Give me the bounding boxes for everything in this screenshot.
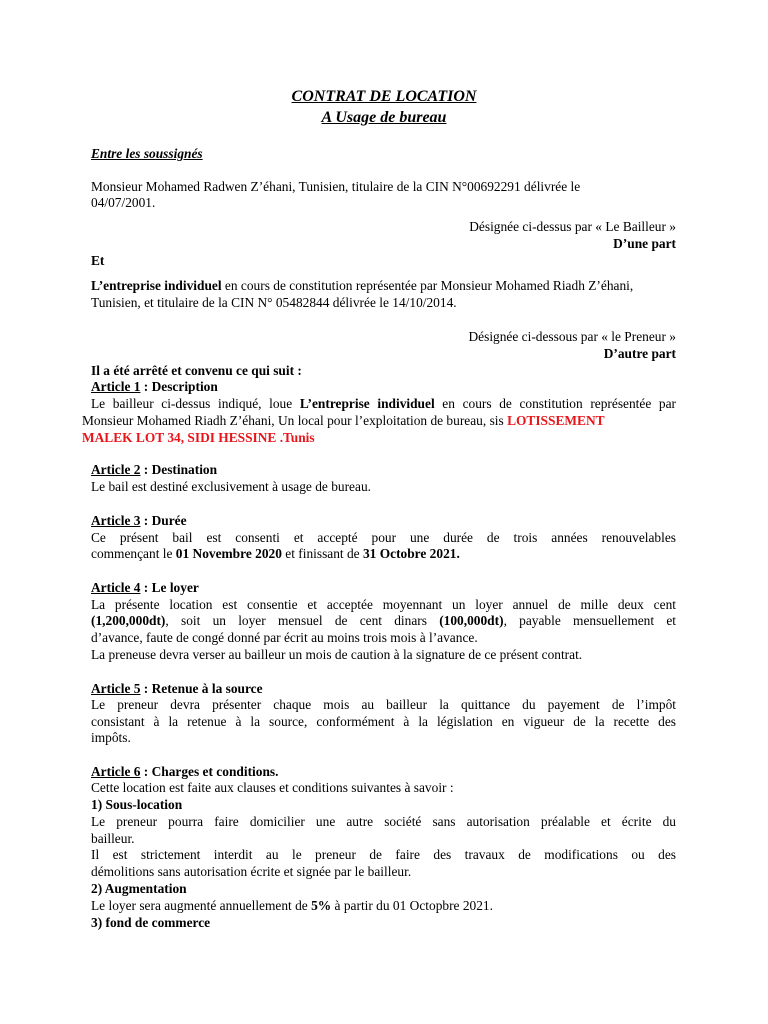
contract-title: CONTRAT DE LOCATION (291, 88, 477, 105)
article3-line-1: Ce présent bail est consenti et accepté pour une durée de trois années renouvelables (91, 530, 676, 545)
preneur-company: L’entreprise individuel (91, 278, 222, 293)
article3-text-c: et finissant de (281, 546, 363, 561)
article3-start-date: 01 Novembre 2020 (175, 546, 282, 561)
article1-address-a: LOTISSEMENT (507, 413, 605, 428)
augmentation-text-a: Le loyer sera augmenté annuellement de (91, 898, 312, 913)
article4-text-d: , payable mensuellement et (503, 613, 676, 628)
article4-line-1: La présente location est consentie et acceptée moyennant un loyer annuel de mille deux cent (91, 597, 676, 612)
article2-heading (91, 461, 217, 478)
article5-heading (91, 680, 263, 697)
bailleur-line-2: 04/07/2001. (91, 195, 156, 210)
article4-line-4: La preneuse devra verser au bailleur un mois de caution à la signature de ce présent contrat. (91, 647, 583, 662)
article6-heading (91, 763, 278, 780)
article1-line-2 (82, 412, 605, 429)
bailleur-part: D’une part (613, 236, 676, 251)
et-label: Et (91, 253, 105, 268)
article4-label: Article 4 (91, 580, 141, 595)
article3-line-2 (91, 545, 460, 562)
article1-title: : Description (140, 379, 218, 394)
article5-line-2: consistant à la retenue à la source, conformément à la législation en vigueur de la recette des (91, 714, 676, 729)
augmentation-line (91, 897, 493, 914)
article6-label: Article 6 (91, 764, 141, 779)
preneur-line-1 (91, 277, 633, 294)
preneur-designation: Désignée ci-dessous par « le Preneur » (468, 329, 676, 344)
article1-text-c: en cours de constitution représentée par (434, 396, 676, 411)
article4-line-3: d’avance, faute de congé donné par écrit au moins trois mois à l’avance. (91, 630, 478, 645)
article1-line-1 (91, 395, 676, 412)
article4-title: : Le loyer (140, 580, 199, 595)
article6-title: : Charges et conditions. (140, 764, 279, 779)
article2-title: : Destination (140, 462, 218, 477)
article3-text-a: commençant le (91, 546, 176, 561)
article3-heading (91, 512, 187, 529)
convenu-heading: Il a été arrêté et convenu ce qui suit : (91, 363, 302, 378)
augmentation-text-c: à partir du 01 Octopbre 2021. (331, 898, 493, 913)
article4-text-b: , soit un loyer mensuel de cent dinars (165, 613, 440, 628)
sous-location-line-2: bailleur. (91, 831, 135, 846)
article3-end-date: 31 Octobre 2021. (362, 546, 460, 561)
contract-subtitle: A Usage de bureau (321, 109, 447, 126)
monthly-rent: (100,000dt) (439, 613, 504, 628)
annual-rent: (1,200,000dt) (91, 613, 166, 628)
preneur-rest: en cours de constitution représentée par Monsieur Mohamed Riadh Z’éhani, (221, 278, 634, 293)
bailleur-designation: Désignée ci-dessus par « Le Bailleur » (469, 219, 676, 234)
article4-line-2 (91, 612, 676, 629)
bailleur-line-1: Monsieur Mohamed Radwen Z’éhani, Tunisien, titulaire de la CIN N°00692291 délivrée le (91, 179, 581, 194)
sous-location-line-3: Il est strictement interdit au le preneur de faire des travaux de modifications ou des (91, 847, 676, 862)
article5-line-1: Le preneur devra présenter chaque mois au bailleur la quittance du payement de l’impôt (91, 697, 676, 712)
augmentation-title: 2) Augmentation (91, 881, 187, 896)
article2-line-1: Le bail est destiné exclusivement à usage de bureau. (91, 479, 371, 494)
preneur-part: D’autre part (603, 346, 676, 361)
article6-intro: Cette location est faite aux clauses et conditions suivantes à savoir : (91, 780, 454, 795)
article3-label: Article 3 (91, 513, 141, 528)
article5-line-3: impôts. (91, 730, 131, 745)
sous-location-line-1: Le preneur pourra faire domicilier une autre société sans autorisation préalable et écrite du (91, 814, 676, 829)
parties-intro: Entre les soussignés (91, 146, 203, 161)
fond-commerce-title: 3) fond de commerce (91, 915, 211, 930)
article5-title: : Retenue à la source (140, 681, 263, 696)
article2-label: Article 2 (91, 462, 141, 477)
article1-company: L’entreprise individuel (299, 396, 435, 411)
article1-heading (91, 378, 218, 395)
article3-title: : Durée (140, 513, 187, 528)
article4-heading (91, 579, 199, 596)
article5-label: Article 5 (91, 681, 141, 696)
article1-address-b: MALEK LOT 34, SIDI HESSINE .Tunis (82, 430, 315, 445)
preneur-line-2: Tunisien, et titulaire de la CIN N° 05482844 délivrée le 14/10/2014. (91, 295, 457, 310)
article1-label: Article 1 (91, 379, 141, 394)
article1-text-a: Le bailleur ci-dessus indiqué, loue (91, 396, 300, 411)
article1-text-d: Monsieur Mohamed Riadh Z’éhani, Un local pour l’exploitation de bureau, sis (82, 413, 508, 428)
sous-location-line-4: démolitions sans autorisation écrite et signée par le bailleur. (91, 864, 412, 879)
augmentation-rate: 5% (311, 898, 332, 913)
sous-location-title: 1) Sous-location (91, 797, 183, 812)
